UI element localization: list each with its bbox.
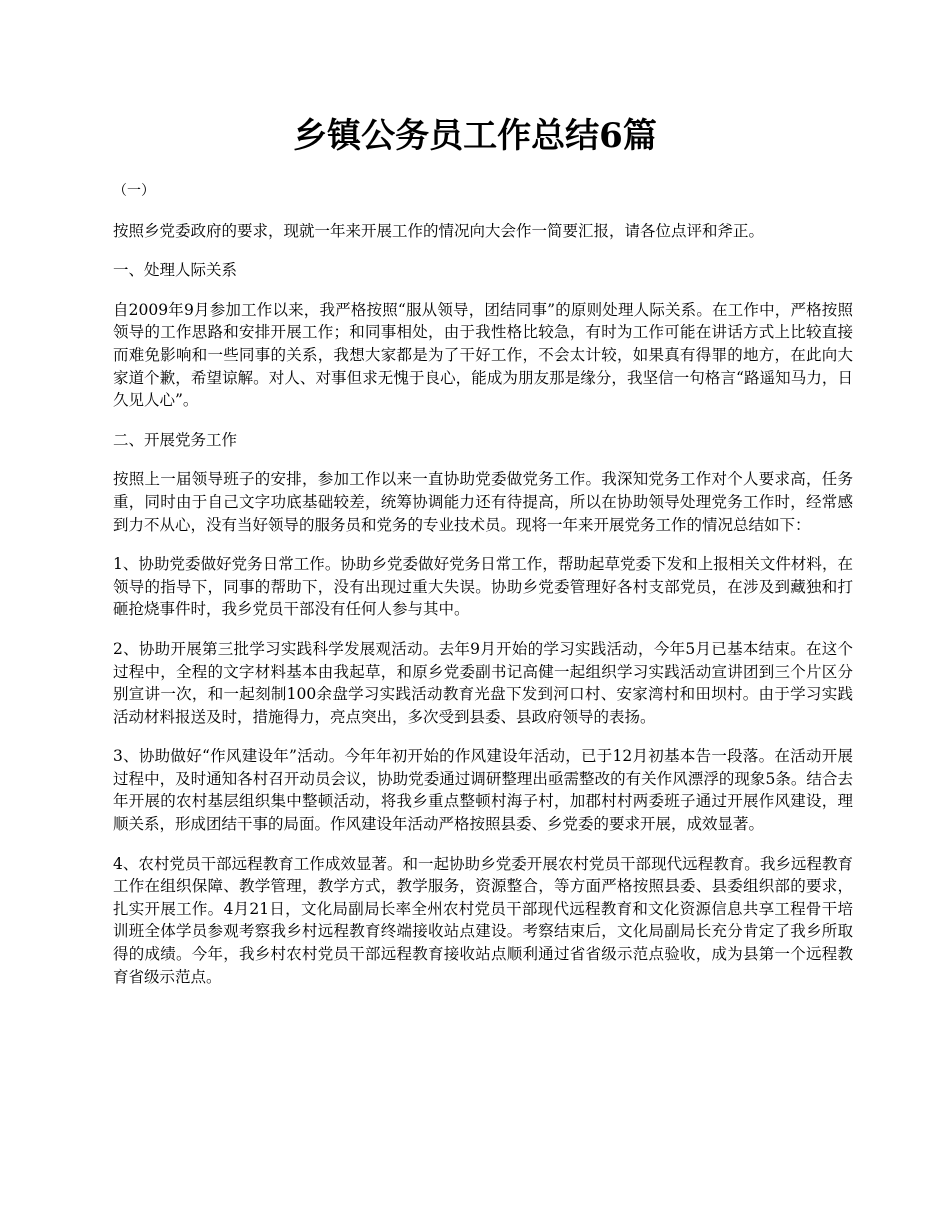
- section-heading-relations: 一、处理人际关系: [113, 261, 238, 280]
- intro-paragraph: 按照乡党委政府的要求，现就一年来开展工作的情况向大会作一简要汇报，请各位点评和斧正。: [113, 221, 765, 240]
- list-item-1: 1、协助党委做好党务日常工作。协助乡党委做好党务日常工作，帮助起草党委下发和上报相关文件材料，在领导的指导下，同事的帮助下，没有出现过重大失误。协助乡党委管理好各村支部党员，在涉及到藏独和打砸抢烧事件时，我乡党员干部没有任何人参与其中。: [113, 555, 853, 619]
- section-number: （一）: [113, 183, 155, 199]
- document-title: 乡镇公务员工作总结6篇: [293, 116, 657, 156]
- list-item-3: 3、协助做好“作风建设年”活动。今年年初开始的作风建设年活动，已于12月初基本告一段落。在活动开展过程中，及时通知各村召开动员会议，协助党委通过调研整理出亟需整改的有关作风漂浮的现象5条。结合去年开展的农村基层组织集中整顿活动，将我乡重点整顿村海子村，加郡村村两委班子通过开展作风建设，理顺关系，形成团结干事的局面。作风建设年活动严格按照县委、乡党委的要求开展，成效显著。: [113, 747, 853, 834]
- paragraph-relations: 自2009年9月参加工作以来，我严格按照“服从领导，团结同事”的原则处理人际关系。在工作中，严格按照领导的工作思路和安排开展工作；和同事相处，由于我性格比较急，有时为工作可能在讲话方式上比较直接而难免影响和一些同事的关系，我想大家都是为了干好工作，不会太计较，如果真有得罪的地方，在此向大家道个歉，希望谅解。对人、对事但求无愧于良心，能成为朋友那是缘分，我坚信一句格言“路遥知马力，日久见人心”。: [113, 300, 853, 410]
- list-item-2: 2、协助开展第三批学习实践科学发展观活动。去年9月开始的学习实践活动，今年5月已基本结束。在这个过程中，全程的文字材料基本由我起草，和原乡党委副书记高健一起组织学习实践活动宣讲团到三个片区分别宣讲一次，和一起刻制100余盘学习实践活动教育光盘下发到河口村、安家湾村和田坝村。由于学习实践活动材料报送及时，措施得力，亮点突出，多次受到县委、县政府领导的表扬。: [113, 639, 853, 726]
- document-body: [113, 180, 853, 1005]
- list-item-4: 4、农村党员干部远程教育工作成效显著。和一起协助乡党委开展农村党员干部现代远程教育。我乡远程教育工作在组织保障、教学管理，教学方式，教学服务，资源整合，等方面严格按照县委、县委组织部的要求，扎实开展工作。4月21日，文化局副局长率全州农村党员干部现代远程教育和文化资源信息共享工程骨干培训班全体学员参观考察我乡村远程教育终端接收站点建设。考察结束后，文化局副局长充分肯定了我乡所取得的成绩。今年，我乡村农村党员干部远程教育接收站点顺利通过省省级示范点验收，成为县第一个远程教育省级示范点。: [113, 854, 853, 986]
- paragraph-party-work: 按照上一届领导班子的安排，参加工作以来一直协助党委做党务工作。我深知党务工作对个人要求高，任务重，同时由于自己文字功底基础较差，统筹协调能力还有待提高，所以在协助领导处理党务工作时，经常感到力不从心，没有当好领导的服务员和党务的专业技术员。现将一年来开展党务工作的情况总结如下：: [113, 470, 853, 534]
- section-heading-party-work: 二、开展党务工作: [113, 430, 238, 449]
